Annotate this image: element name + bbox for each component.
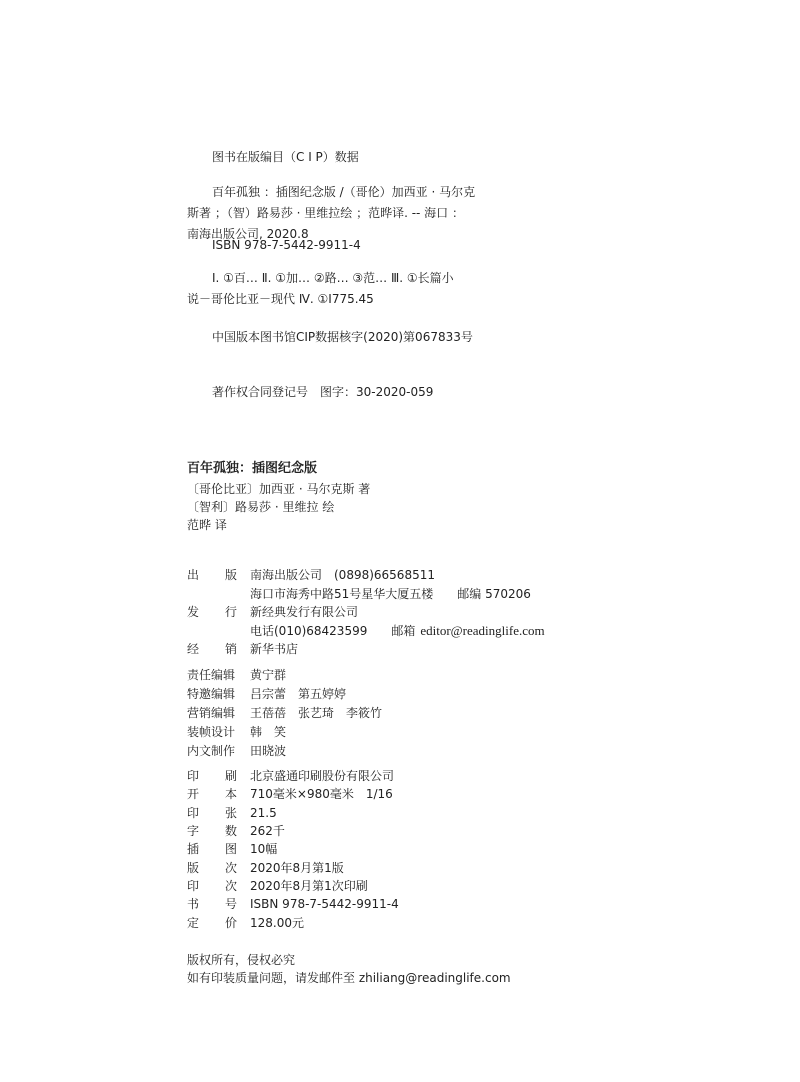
spec-row [0, 860, 800, 876]
rights-notice: 版权所有，侵权必究 [187, 953, 296, 967]
spec-row-value [250, 915, 304, 931]
spec-row-label: 字 [187, 824, 200, 838]
spec-row-value [250, 860, 344, 876]
editor-row-value-text: 王蓓蓓 张艺琦 李筱竹 [250, 706, 383, 720]
spec-row [0, 878, 800, 894]
publishing-row-value [250, 567, 435, 583]
editor-row [0, 705, 800, 721]
spec-row [0, 768, 800, 784]
copyright-registration: 著作权合同登记号 图字：30-2020-059 [212, 385, 434, 399]
publishing-row-value-text: 南海出版公司 (0898)66568511 [250, 568, 435, 582]
publishing-row [0, 586, 800, 602]
spec-row-value [250, 805, 277, 821]
author-credit: 〔哥伦比亚〕加西亚 · 马尔克斯 著 [187, 482, 371, 496]
publishing-row-value [250, 641, 298, 657]
cip-entry-line: 百年孤独 ：插图纪念版 /（哥伦）加西亚 · 马尔克 [212, 185, 476, 199]
editor-row-value-text: 田晓波 [250, 744, 287, 758]
spec-row-value [250, 841, 277, 857]
spec-row-label: 张 [225, 806, 238, 820]
editor-row-label: 营销编辑 [187, 706, 236, 720]
editor-row [0, 743, 800, 759]
editor-row-label: 内文制作 [187, 744, 236, 758]
spec-row [0, 823, 800, 839]
publishing-row-value-text: 海口市海秀中路51号星华大厦五楼 邮编 570206 [250, 587, 531, 601]
spec-row-label: 印 [187, 769, 200, 783]
spec-row-label: 开 [187, 787, 200, 801]
spec-row-value [250, 878, 368, 894]
publishing-row-label: 发 [187, 605, 200, 619]
spec-row-value [250, 786, 393, 802]
editor-row-value [250, 686, 346, 702]
publishing-row [0, 623, 800, 639]
editor-row [0, 667, 800, 683]
cip-entry-line: 斯著 ；（智）路易莎 · 里维拉绘 ；范晔译. -- 海口 ： [187, 206, 464, 220]
spec-row-value [250, 896, 399, 912]
editor-row-label: 责任编辑 [187, 668, 236, 682]
editor-row-value [250, 724, 286, 740]
editor-row-value [250, 705, 382, 721]
publishing-row-value-text: 新经典发行有限公司 [250, 605, 359, 619]
spec-row-value-text: 21.5 [250, 806, 277, 820]
spec-row-value-text: 2020年8月第1次印刷 [250, 879, 368, 893]
editor-row-label: 装帧设计 [187, 725, 236, 739]
spec-row-label: 印 [187, 879, 200, 893]
spec-row-label: 书 [187, 897, 200, 911]
spec-row-label: 次 [225, 879, 238, 893]
illustrator-credit: 〔智利〕路易莎 · 里维拉 绘 [187, 500, 335, 514]
editor-row-label: 特邀编辑 [187, 687, 236, 701]
publishing-row [0, 567, 800, 583]
spec-row-label: 定 [187, 916, 200, 930]
spec-row-label: 号 [225, 897, 238, 911]
cip-subject-line: Ⅰ. ①百… Ⅱ. ①加… ②路… ③范… Ⅲ. ①长篇小 [212, 271, 454, 285]
spec-row-label: 刷 [225, 769, 238, 783]
spec-row-label: 价 [225, 916, 238, 930]
editor-email: editor@readinglife.com [420, 623, 545, 638]
publishing-row-label: 经 [187, 642, 200, 656]
quality-notice: 如有印装质量问题，请发邮件至 zhiliang@readinglife.com [187, 971, 511, 985]
cip-subject-line: 说－哥伦比亚－现代 Ⅳ. ①I775.45 [187, 292, 374, 306]
publishing-row-label: 版 [225, 568, 238, 582]
spec-row [0, 896, 800, 912]
publishing-row [0, 604, 800, 620]
spec-row [0, 841, 800, 857]
publishing-row-label: 销 [225, 642, 238, 656]
cip-isbn: ISBN 978-7-5442-9911-4 [212, 238, 361, 252]
spec-row-value-text: 2020年8月第1版 [250, 861, 344, 875]
editor-row-value-text: 吕宗蕾 第五婷婷 [250, 687, 347, 701]
spec-row-label: 印 [187, 806, 200, 820]
spec-row-label: 版 [187, 861, 200, 875]
spec-row-value [250, 823, 285, 839]
editor-row-value-text: 黄宁群 [250, 668, 287, 682]
editor-row [0, 724, 800, 740]
spec-row [0, 915, 800, 931]
book-title: 百年孤独：插图纪念版 [187, 461, 318, 476]
spec-row-value-text: 128.00元 [250, 916, 304, 930]
spec-row [0, 786, 800, 802]
publishing-row-value [250, 623, 545, 639]
spec-row-value [250, 768, 394, 784]
spec-row-value-text: 北京盛通印刷股份有限公司 [250, 769, 395, 783]
spec-row-value-text: 710毫米×980毫米 1/16 [250, 787, 393, 801]
translator-credit: 范晔 译 [187, 518, 227, 532]
publishing-row-label: 出 [187, 568, 200, 582]
cip-entry-line: 南海出版公司, 2020.8 [187, 227, 309, 241]
spec-row-label: 图 [225, 842, 238, 856]
publishing-row-value [250, 604, 358, 620]
spec-row-label: 本 [225, 787, 238, 801]
spec-row-label: 次 [225, 861, 238, 875]
editor-row [0, 686, 800, 702]
editor-row-value-text: 韩 笑 [250, 725, 287, 739]
editor-row-value [250, 667, 286, 683]
publishing-row-label: 行 [225, 605, 238, 619]
spec-row-label: 插 [187, 842, 200, 856]
spec-row-label: 数 [225, 824, 238, 838]
spec-row-value-text: 10幅 [250, 842, 278, 856]
publishing-row-value [250, 586, 531, 602]
spec-row-value-text: ISBN 978-7-5442-9911-4 [250, 897, 399, 911]
publishing-row-value-text: 新华书店 [250, 642, 299, 656]
spec-row-value-text: 262千 [250, 824, 285, 838]
publishing-row-value-text: 电话(010)68423599 邮箱 [250, 624, 416, 638]
cip-heading: 图书在版编目（C I P）数据 [212, 150, 359, 164]
cip-number: 中国版本图书馆CIP数据核字(2020)第067833号 [212, 330, 473, 344]
publishing-row [0, 641, 800, 657]
spec-row [0, 805, 800, 821]
editor-row-value [250, 743, 286, 759]
